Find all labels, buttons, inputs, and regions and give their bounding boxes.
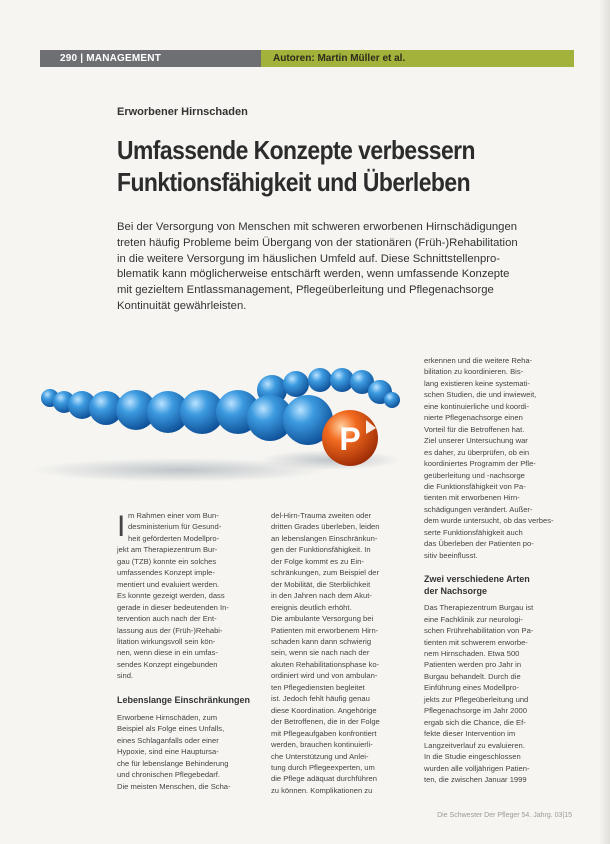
text-line: ereignis deutlich erhöht. xyxy=(271,602,352,612)
text-line: Patienten mit erworbenem Hirn- xyxy=(271,625,379,635)
drop-cap: I xyxy=(117,510,126,543)
text-line: lang existieren keine systemati- xyxy=(424,378,530,388)
article-lead xyxy=(117,220,572,315)
text-line: gau (TZB) konnte ein solches xyxy=(117,556,217,566)
text-line: nem Hirnschaden. Etwa 500 xyxy=(424,648,520,658)
text-line: In die Studie eingeschlossen xyxy=(424,752,521,762)
text-line: heit geförderten Modellpro- xyxy=(128,533,220,543)
text-line: tienten mit erworbenen Hirn- xyxy=(424,493,520,503)
text-line: koordiniertes Programm der Pfle- xyxy=(424,459,536,469)
text-column-3 xyxy=(424,355,574,785)
text-line: erkennen und die weitere Reha- xyxy=(424,356,533,365)
spheres-image xyxy=(30,350,420,510)
lead-line: Kontinuität gewährleisten. xyxy=(117,299,247,312)
section-header: 290 | MANAGEMENT xyxy=(40,50,261,67)
author-header: Autoren: Martin Müller et al. xyxy=(261,50,574,67)
text-line: geüberleitung und -nachsorge xyxy=(424,470,525,480)
text-line: lassung aus der (Früh-)Rehabi- xyxy=(117,625,223,635)
text-line: ten, die zwischen Januar 1999 xyxy=(424,774,527,784)
text-line: Patienten werden pro Jahr in xyxy=(424,660,522,670)
title-line: Umfassende Konzepte verbessern xyxy=(117,135,476,165)
text-line: tung durch Pflegeexperten, um xyxy=(271,762,375,772)
text-line: der Folge kommt es zu Ein- xyxy=(271,556,364,566)
page-footer: Die Schwester Der Pfleger 54. Jahrg. 03|15 xyxy=(437,812,572,819)
text-line: schädigungen verändert. Außer- xyxy=(424,504,533,514)
lead-line: mit gezieltem Entlassmanagement, Pflegeüberleitung und Pflegenachsorge xyxy=(117,284,494,297)
text-line: Burgau behandelt. Durch die xyxy=(424,671,521,681)
subheading-line: der Nachsorge xyxy=(424,586,488,597)
text-line: schen Studien, die und inwieweit, xyxy=(424,390,537,400)
text-line: fekte dieser Intervention im xyxy=(424,729,516,739)
text-line: mentiert und evaluiert werden. xyxy=(117,579,220,589)
text-line: Beispiel als Folge eines Unfalls, xyxy=(117,724,225,734)
text-line: Langzeitverlauf zu evaluieren. xyxy=(424,740,525,750)
text-column-2 xyxy=(271,510,411,796)
text-line: che für lebenslange Behinderung xyxy=(117,758,229,768)
text-line: wurden alle volljährigen Patien- xyxy=(424,763,530,773)
text-line: che Unterstützung und Anlei- xyxy=(271,751,369,761)
text-line: der Mobilität, die Sterblichkeit xyxy=(271,579,371,589)
text-line: es daher, zu überprüfen, ob ein xyxy=(424,447,530,457)
text-line: eines Schlaganfalls oder einer xyxy=(117,735,219,745)
text-line: an lebenslangen Einschränkun- xyxy=(271,533,378,543)
text-line: Die meisten Menschen, die Scha- xyxy=(117,781,231,791)
text-line: schen Frührehabilitation von Pa- xyxy=(424,626,534,636)
article-title xyxy=(117,134,522,198)
text-line: eine Fachklinik zur neurologi- xyxy=(424,614,523,624)
text-line: gerade in dieser bedeutenden In- xyxy=(117,602,229,612)
page-edge xyxy=(600,0,610,844)
article-illustration xyxy=(30,350,420,510)
text-line: werden, brauchen kontinuierli- xyxy=(271,740,373,750)
lead-line: in die weitere Versorgung im häuslichen Umfeld auf. Diese Schnittstellenpro- xyxy=(117,252,501,265)
text-line: tienten mit schwerem erworbe- xyxy=(424,637,528,647)
text-line: diese Koordination. Angehörige xyxy=(271,705,377,715)
text-line: der Betroffenen, die in der Folge xyxy=(271,717,380,727)
intro-paragraph xyxy=(117,510,267,544)
text-line: Erworbene Hirnschäden, zum xyxy=(117,712,218,722)
text-line: Hypoxie, sind eine Hauptursa- xyxy=(117,747,219,757)
subheading-line: Zwei verschiedene Arten xyxy=(424,574,530,585)
text-line: schränkungen, zum Beispiel der xyxy=(271,568,380,578)
article-kicker: Erworbener Hirnschaden xyxy=(117,106,248,118)
text-line: m Rahmen einer vom Bun- xyxy=(128,511,219,520)
lead-line: blematik kann möglicherweise entschärft werden, wenn umfassende Konzepte xyxy=(117,268,510,281)
text-line: jekts zur Pflegeüberleitung und xyxy=(424,694,529,704)
text-line: sein, wenn sie nach nach der xyxy=(271,648,370,658)
text-line: gen der Funktionsfähigkeit. In xyxy=(271,545,371,555)
text-line: Pflegenachsorge im Jahr 2000 xyxy=(424,706,528,716)
text-line: eine kontinuierliche und koordi- xyxy=(424,401,530,411)
text-line: ergab sich die Chance, die Ef- xyxy=(424,717,526,727)
text-line: Es konnte gezeigt werden, dass xyxy=(117,591,225,601)
subheading xyxy=(424,573,574,597)
text-line: litation wirkungsvoll sein kön- xyxy=(117,636,216,646)
text-line: tervention auch nach der Ent- xyxy=(117,614,217,624)
text-line: Ziel unserer Untersuchung war xyxy=(424,436,528,446)
text-line: schaden kann dann schwierig xyxy=(271,636,372,646)
text-line: Vorteil für die Betroffenen hat. xyxy=(424,424,525,434)
text-line: mit Pflegeaufgaben konfrontiert xyxy=(271,728,377,738)
text-line: dem wurde untersucht, ob das verbes- xyxy=(424,516,554,526)
text-line: jekt am Therapiezentrum Bur- xyxy=(117,545,218,555)
text-line: nen, wenn diese in ein umfas- xyxy=(117,648,218,658)
text-line: ist. Jedoch fehlt häufig genau xyxy=(271,694,370,704)
text-line: in den Jahren nach dem Akut- xyxy=(271,591,372,601)
title-line: Funktionsfähigkeit und Überleben xyxy=(117,167,471,197)
text-line: dritten Grades überleben, leiden xyxy=(271,522,380,532)
text-line: Die ambulante Versorgung bei xyxy=(271,614,374,624)
text-line: sind. xyxy=(117,671,134,681)
lead-line: Bei der Versorgung von Menschen mit schweren erworbenen Hirnschädigungen xyxy=(117,221,518,233)
text-column-1 xyxy=(117,510,267,792)
text-line: serte Funktionsfähigkeit auch xyxy=(424,527,523,537)
text-line: die Pflege adäquat durchführen xyxy=(271,774,377,784)
p-letter: P xyxy=(339,421,361,457)
lead-line: treten häufig Probleme beim Übergang von der stationären (Früh-)Rehabilitation xyxy=(117,236,518,249)
text-line: Einführung eines Modellpro- xyxy=(424,683,519,693)
text-line: akuten Rehabilitationsphase ko- xyxy=(271,659,380,669)
text-line: nierte Pflegenachsorge einen xyxy=(424,413,523,423)
text-line: bilitation zu koordinieren. Bis- xyxy=(424,367,524,377)
text-line: zu können. Komplikationen zu xyxy=(271,785,373,795)
text-line: und chronischen Pflegebedarf. xyxy=(117,770,221,780)
text-line: sendes Konzept eingebunden xyxy=(117,659,218,669)
text-line: ten Pflegediensten begleitet xyxy=(271,682,365,692)
subheading: Lebenslange Einschränkungen xyxy=(117,694,251,705)
text-line: die Funktionsfähigkeit von Pa- xyxy=(424,481,526,491)
text-line: das Überleben der Patienten po- xyxy=(424,539,534,549)
text-line: umfassendes Konzept imple- xyxy=(117,568,215,578)
text-line: sitiv beeinflusst. xyxy=(424,550,478,560)
text-line: Das Therapiezentrum Burgau ist xyxy=(424,603,534,613)
text-line: del-Hirn-Trauma zweiten oder xyxy=(271,511,372,520)
text-line: ordiniert wird und von ambulan- xyxy=(271,671,378,681)
text-line: desministerium für Gesund- xyxy=(128,522,222,532)
